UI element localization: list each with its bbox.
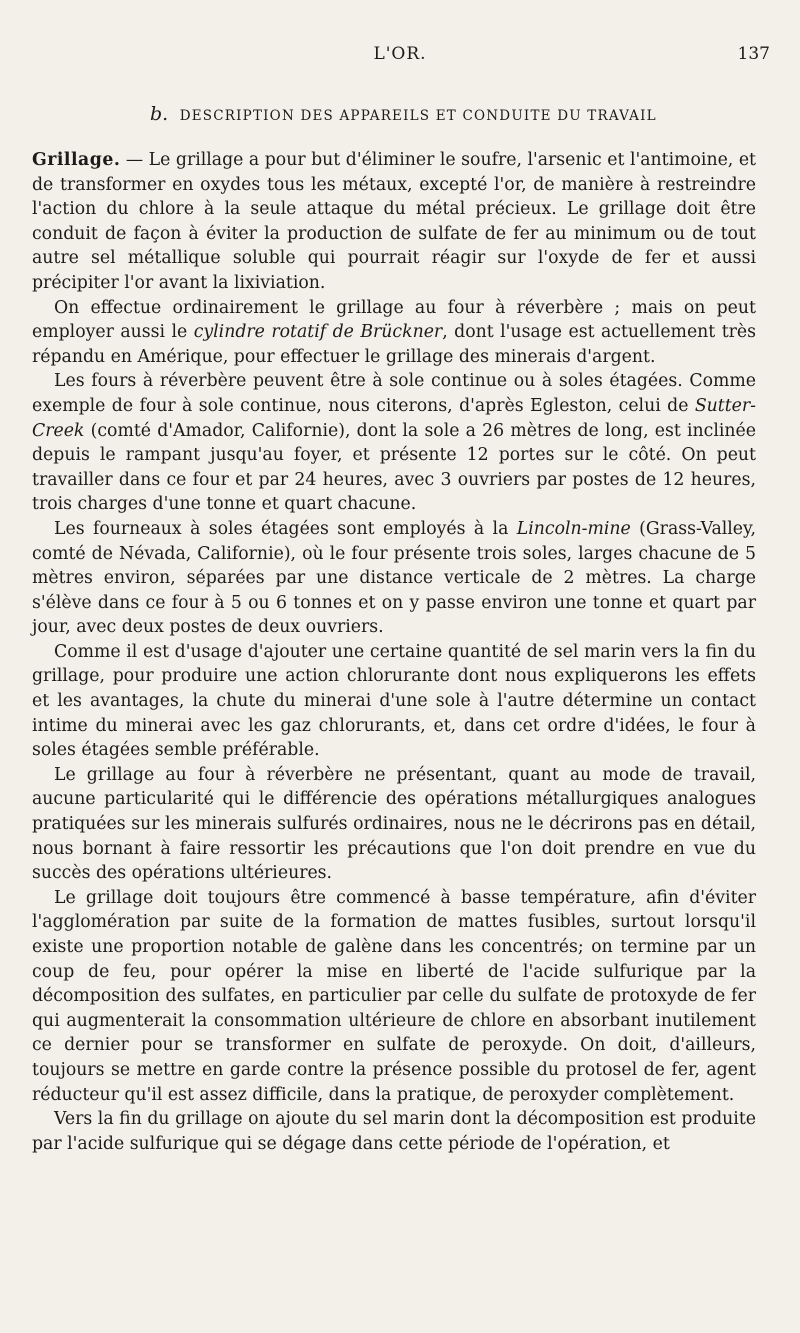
paragraph-text: Les fourneaux à soles étagées sont employés à la	[54, 518, 517, 539]
paragraph-text: (Grass-Valley, comté de Névada, Californie), où le four présente trois soles, larges chacune de 5 mètres environ, séparées par une distance verticale de 2 mètres. La charge s'élève dans ce four à 5 ou 6 tonnes et on y passe environ une tonne et quart par jour, avec deux postes de deux ouvriers.	[32, 518, 756, 638]
paragraph-text: — Le grillage a pour but d'éliminer le soufre, l'arsenic et l'antimoine, et de transformer en oxydes tous les métaux, excepté l'or, de manière à restreindre l'action du chlore à la seule attaque du métal précieux. Le grillage doit être conduit de façon à éviter la production de sulfate de fer au minimum ou de tout autre sel métallique soluble qui pourrait réagir sur l'oxyde de fer et aussi précipiter l'or avant la lixiviation.	[32, 150, 756, 293]
paragraph: Vers la fin du grillage on ajoute du sel marin dont la décomposition est produite par l'acide sulfurique qui se dégage dans cette période de l'opération, et	[32, 1109, 756, 1154]
paragraph-text: On effectue ordinairement le grillage au four à réverbère ; mais on peut employer aussi le	[32, 297, 756, 343]
italic-term: Sutter-Creek	[32, 395, 756, 441]
paragraph: Le grillage doit toujours être commencé à basse température, afin d'éviter l'agglomération par suite de la formation de mattes fusibles, surtout lorsqu'il existe une proportion notable de galène dans les concentrés; on termine par un coup de feu, pour opérer la mise en liberté de l'acide sulfurique par la décomposition des sulfates, en particulier par celle du sulfate de protoxyde de fer qui augmenterait la consommation ultérieure de chlore en absorbant inutilement ce dernier pour se transformer en sulfate de peroxyde. On doit, d'ailleurs, toujours se mettre en garde contre la présence possible du protosel de fer, agent réducteur qu'il est assez difficile, dans la pratique, de peroxyder complètement.	[32, 887, 756, 1105]
run-in-heading: Grillage.	[32, 150, 121, 170]
paragraph	[32, 296, 756, 370]
paragraph-grillage	[32, 148, 756, 296]
paragraph: Comme il est d'usage d'ajouter une certaine quantité de sel marin vers la fin du grillage, pour produire une action chlorurante dont nous expliquerons les effets et les avantages, la chute du minerai d'une sole à l'autre détermine un contact intime du minerai avec les gaz chlorurants, et, dans cet ordre d'idées, le four à soles étagées semble préférable.	[32, 641, 756, 761]
section-heading	[150, 103, 657, 125]
paragraph	[32, 517, 756, 640]
running-title: L'OR.	[373, 44, 427, 64]
paragraph-text: (comté d'Amador, Californie), dont la sole a 26 mètres de long, est inclinée depuis le rampant jusqu'au foyer, et présente 12 portes sur le côté. On peut travailler dans ce four et par 24 heures, avec 3 ouvriers par postes de 12 heures, trois charges d'une tonne et quart chacune.	[32, 420, 756, 515]
paragraph	[32, 369, 756, 517]
italic-term: Lincoln-mine	[516, 518, 631, 539]
section-title: DESCRIPTION DES APPAREILS ET CONDUITE DU TRAVAIL	[179, 108, 657, 124]
running-header	[0, 38, 800, 68]
page-number: 137	[737, 44, 770, 64]
section-letter: b.	[150, 103, 169, 125]
paragraph-text: Les fours à réverbère peuvent être à sole continue ou à soles étagées. Comme exemple de four à sole continue, nous citerons, d'après Egleston, celui de	[32, 371, 756, 416]
italic-term: cylindre rotatif de Brückner	[193, 322, 443, 343]
body-text	[32, 148, 756, 1156]
paragraph: Le grillage au four à réverbère ne présentant, quant au mode de travail, aucune particularité qui le différencie des opérations métallurgiques analogues pratiquées sur les minerais sulfurés ordinaires, nous ne le décrirons pas en détail, nous bornant à faire ressortir les précautions que l'on doit prendre en vue du succès des opérations ultérieures.	[32, 764, 756, 884]
paragraph-text: , dont l'usage est actuellement très répandu en Amérique, pour effectuer le grillage des minerais d'argent.	[32, 322, 757, 367]
